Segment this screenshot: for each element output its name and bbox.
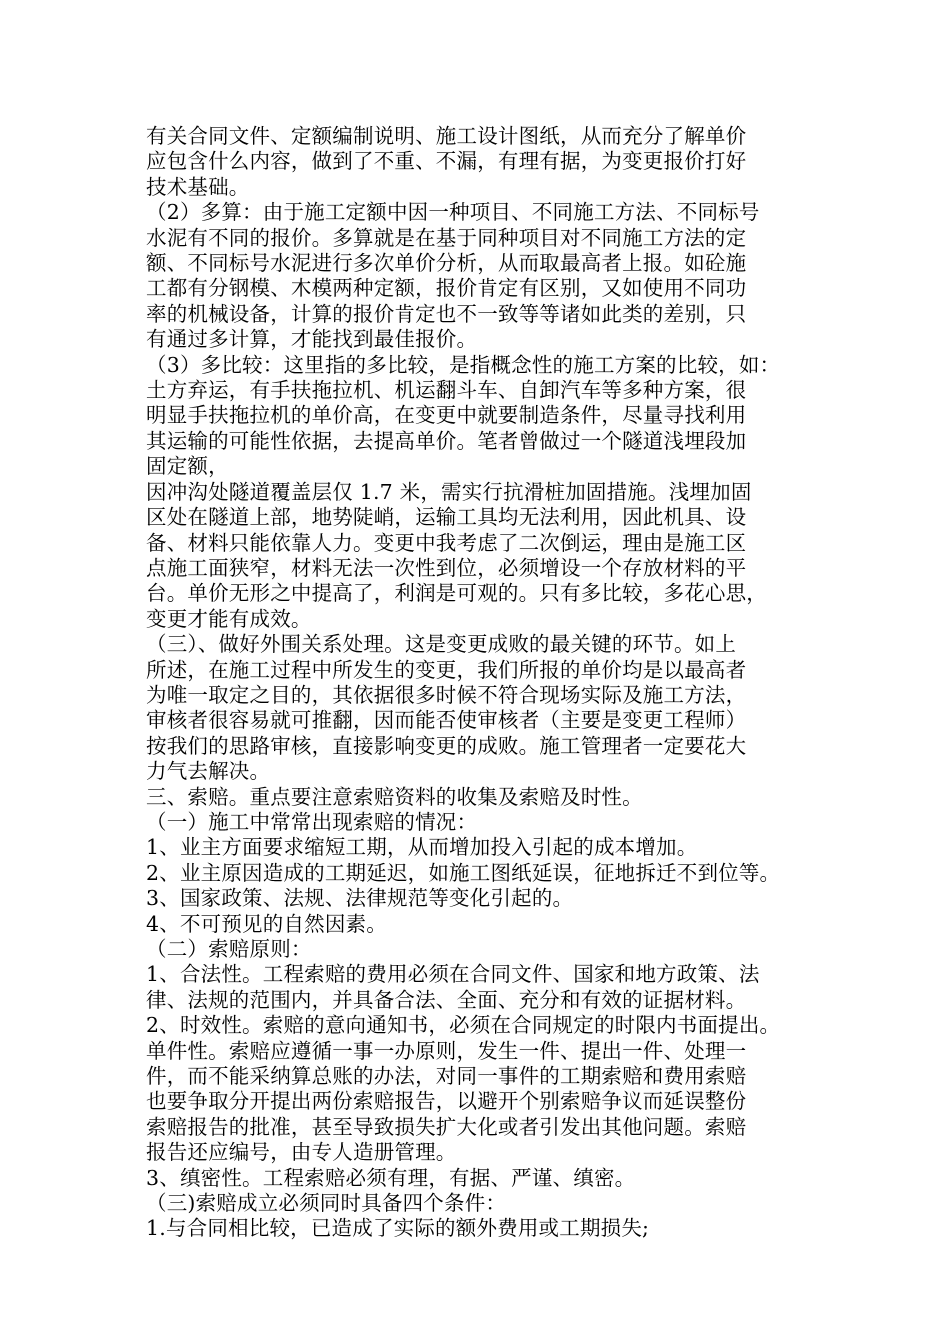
text-line: 律、法规的范围内，并具备合法、全面、充分和有效的证据材料。: [146, 987, 747, 1012]
text-line: 明显手扶拖拉机的单价高，在变更中就要制造条件，尽量寻找利用: [146, 403, 747, 428]
text-line: 工都有分钢模、木模两种定额，报价肯定有区别，又如使用不同功: [146, 276, 747, 301]
text-line: 台。单价无形之中提高了，利润是可观的。只有多比较，多花心思，: [146, 581, 767, 606]
text-line: 有通过多计算，才能找到最佳报价。: [146, 327, 478, 352]
text-line: 其运输的可能性依据，去提高单价。笔者曾做过一个隧道浅埋段加: [146, 428, 747, 453]
list-item: 4、不可预见的自然因素。: [146, 911, 387, 936]
list-item: 1、业主方面要求缩短工期，从而增加投入引起的成本增加。: [146, 835, 698, 860]
text-line: 报告还应编号，由专人造册管理。: [146, 1140, 457, 1165]
text-line: 技术基础。: [146, 174, 250, 199]
text-line: 备、材料只能依靠人力。变更中我考虑了二次倒运，理由是施工区: [146, 530, 747, 555]
text-line: 索赔报告的批准，甚至导致损失扩大化或者引发出其他问题。索赔: [146, 1114, 747, 1139]
text-line: 有关合同文件、定额编制说明、施工设计图纸，从而充分了解单价: [146, 124, 747, 148]
list-item: 2、时效性。索赔的意向通知书，必须在合同规定的时限内书面提出。: [146, 1013, 781, 1038]
text-line: 为唯一取定之目的，其依据很多时候不符合现场实际及施工方法，: [146, 682, 747, 707]
text-line: 率的机械设备，计算的报价肯定也不一致等等诸如此类的差别，只: [146, 301, 747, 326]
list-item: 2、业主原因造成的工期延迟，如施工图纸延误，征地拆迁不到位等。: [146, 860, 781, 885]
text-line: 审核者很容易就可推翻，因而能否使审核者（主要是变更工程师）: [146, 708, 747, 733]
text-line: （3）多比较：这里指的多比较，是指概念性的施工方案的比较，如：: [146, 352, 781, 377]
text-line: 土方弃运，有手扶拖拉机、机运翻斗车、自卸汽车等多种方案，很: [146, 378, 747, 403]
text-line: （三)索赔成立必须同时具备四个条件：: [146, 1191, 507, 1216]
text-line: 按我们的思路审核，直接影响变更的成败。施工管理者一定要花大: [146, 733, 747, 758]
text-line: 单件性。索赔应遵循一事一办原则，发生一件、提出一件、处理一: [146, 1038, 747, 1063]
text-line: 点施工面狭窄，材料无法一次性到位，必须增设一个存放材料的平: [146, 555, 747, 580]
text-line: 所述，在施工过程中所发生的变更，我们所报的单价均是以最高者: [146, 657, 747, 682]
text-line: 固定额，: [146, 454, 229, 479]
list-item: 3、缜密性。工程索赔必须有理，有据、严谨、缜密。: [146, 1165, 636, 1190]
section-heading: 三、索赔。重点要注意索赔资料的收集及索赔及时性。: [146, 784, 643, 809]
text-line: 区处在隧道上部，地势陡峭，运输工具均无法利用，因此机具、设: [146, 505, 747, 530]
text-line: 力气去解决。: [146, 759, 271, 784]
text-line: 水泥有不同的报价。多算就是在基于同种项目对不同施工方法的定: [146, 225, 747, 250]
text-line: 额、不同标号水泥进行多次单价分析，从而取最高者上报。如砼施: [146, 251, 747, 276]
text-line: 应包含什么内容，做到了不重、不漏，有理有据，为变更报价打好: [146, 149, 747, 174]
document-body: [146, 124, 826, 1242]
text-line: 因冲沟处隧道覆盖层仅 1.7 米，需实行抗滑桩加固措施。浅埋加固: [146, 479, 752, 504]
text-line: （三）、做好外围关系处理。这是变更成败的最关键的环节。如上: [146, 632, 737, 657]
text-line: （一）施工中常常出现索赔的情况：: [146, 809, 478, 834]
list-item: 1、合法性。工程索赔的费用必须在合同文件、国家和地方政策、法: [146, 962, 760, 987]
text-line: 件，而不能采纳算总账的办法，对同一事件的工期索赔和费用索赔: [146, 1064, 747, 1089]
text-line: 变更才能有成效。: [146, 606, 312, 631]
text-line: （二）索赔原则：: [146, 937, 312, 961]
list-item: 3、国家政策、法规、法律规范等变化引起的。: [146, 886, 574, 911]
text-line: 也要争取分开提出两份索赔报告，以避开个别索赔争议而延误整份: [146, 1089, 747, 1114]
text-line: （2）多算：由于施工定额中因一种项目、不同施工方法、不同标号: [146, 200, 760, 225]
list-item: 1.与合同相比较，已造成了实际的额外费用或工期损失;: [146, 1216, 650, 1241]
